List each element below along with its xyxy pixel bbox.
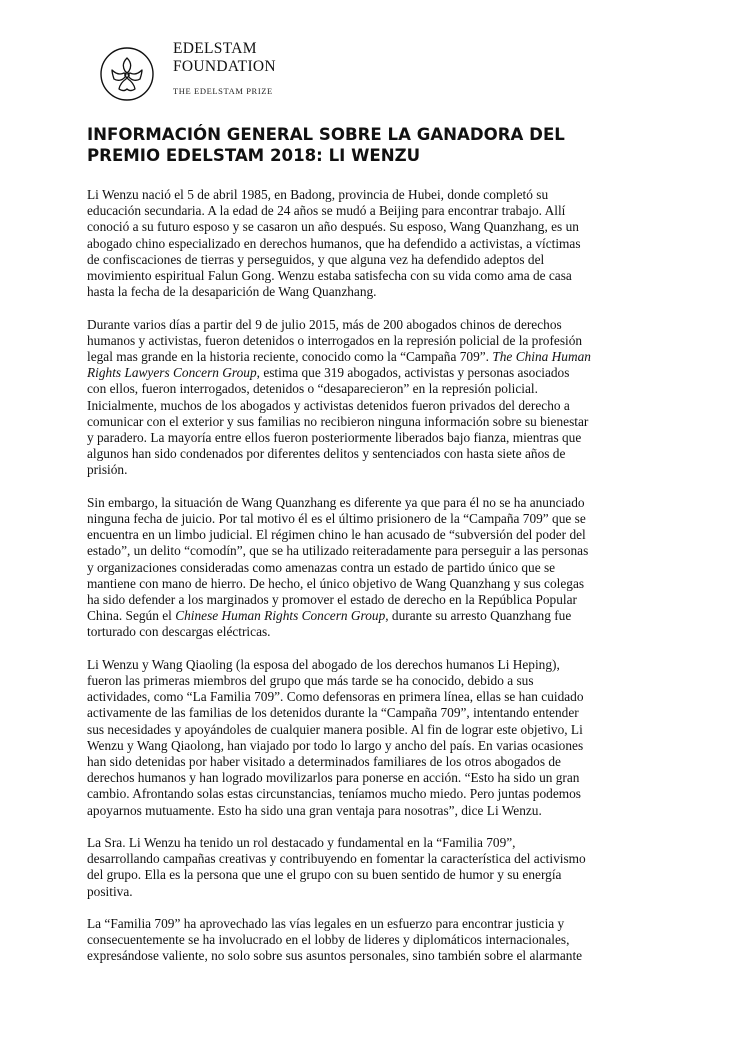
text-line: Sin embargo, la situación de Wang Quanzhang es diferente ya que para él no se ha anunciado xyxy=(87,494,585,510)
org-name-line1: EDELSTAM xyxy=(173,40,257,57)
foundation-name xyxy=(173,40,276,76)
text-line: desarrollando campañas creativas y contribuyendo en fomentar la característica del activismo xyxy=(87,851,586,867)
text-line: positiva. xyxy=(87,883,133,899)
text-line: encuentra en un limbo judicial. El régimen chino le han acusado de “subversión del poder del xyxy=(87,527,586,543)
text-line: expresándose valiente, no solo sobre sus asuntos personales, sino también sobre el alarmante xyxy=(87,948,583,964)
text-line: con ellos, fueron interrogados, detenidos o “desaparecieron” en la represión policial. xyxy=(87,381,538,397)
text-line: educación secundaria. A la edad de 24 años se mudó a Beijing para encontrar trabajo. Allí xyxy=(87,203,566,219)
text-line: sus necesidades y apoyándoles de cualquier manera posible. Al fin de lograr este objetivo, Li xyxy=(87,721,583,737)
text-line: han sido detenidas por haber visitado a determinados familiares de los otros abogados de xyxy=(87,754,561,770)
text-line: torturado con descargas eléctricas. xyxy=(87,624,271,640)
text-line: Wenzu y Wang Qiaolong, han viajado por todo lo largo y ancho del país. En varias ocasiones xyxy=(87,737,584,753)
text-line: hasta la fecha de la desaparición de Wang Quanzhang. xyxy=(87,284,377,300)
text-line xyxy=(87,365,661,381)
text-line: consecuentemente se ha involucrado en el lobby de lideres y diplomáticos internacionales, xyxy=(87,932,570,948)
text-line: abogado chino especializado en derechos humanos, que ha defendido a activistas, a víctimas xyxy=(87,235,581,251)
text-line: cambio. Afrontando solas estas circunstancias, teníamos mucho miedo. Pero juntas podemos xyxy=(87,786,581,802)
document-body xyxy=(87,187,661,965)
italic-org-name: Rights Lawyers Concern Group xyxy=(87,365,257,381)
text-line: actividades, como “La Familia 709”. Como defensoras en primera línea, ellas se han cuidado xyxy=(87,689,584,705)
foundation-logo xyxy=(99,40,299,100)
text-line: conoció a su futuro esposo y se casaron un año después. Su esposo, Wang Quanzhang, es un xyxy=(87,219,579,235)
paragraph-2 xyxy=(87,317,661,479)
org-name-line2: FOUNDATION xyxy=(173,58,276,75)
text-line: ha sido defender a los marginados y promover el estado de derecho en la República Popular xyxy=(87,592,577,608)
text-line: algunos han sido condenados por diferentes delitos y sentenciados con hasta siete años de xyxy=(87,446,566,462)
italic-org-name: The China Human xyxy=(492,349,591,365)
paragraph-3 xyxy=(87,495,661,641)
paragraph-5 xyxy=(87,835,661,900)
text-segment: legal mas grande en la historia reciente, conocido como la “Campaña 709”. xyxy=(87,349,493,365)
text-line: Li Wenzu nació el 5 de abril 1985, en Badong, provincia de Hubei, donde completó su xyxy=(87,187,549,202)
text-line: de confiscaciones de tierras y perseguidos, y que alguna vez ha defendido adeptos del xyxy=(87,251,545,267)
prize-name: THE EDELSTAM PRIZE xyxy=(173,86,273,96)
text-line: humanos y activistas, fueron detenidos o interrogados en la represión policial de la profesión xyxy=(87,332,583,348)
text-line: La “Familia 709” ha aprovechado las vías legales en un esfuerzo para encontrar justicia y xyxy=(87,916,565,932)
text-segment: , durante su arresto Quanzhang fue xyxy=(385,608,572,624)
text-line: comunicar con el exterior y sus familias no recibieron ninguna información sobre su bienestar xyxy=(87,413,589,429)
text-line: activamente de las familias de los detenidos durante la “Campaña 709”, intentando entender xyxy=(87,705,579,721)
text-line: y paradero. La mayoría entre ellos fueron posteriormente liberados bajo fianza, mientras que xyxy=(87,430,582,446)
text-line: ninguna fecha de juicio. Por tal motivo él es el último prisionero de la “Campaña 709” que se xyxy=(87,511,586,527)
text-line: fueron las primeras miembros del grupo que más tarde se ha conocido, debido a sus xyxy=(87,673,534,689)
text-line: apoyarnos mutuamente. Esto ha sido una gran ventaja para nosotras”, dice Li Wenzu. xyxy=(87,802,542,818)
page-title xyxy=(87,124,667,166)
text-line: Durante varios días a partir del 9 de julio 2015, más de 200 abogados chinos de derechos xyxy=(87,316,562,332)
text-line: derechos humanos y han logrado movilizarlos para ponerse en acción. “Esto ha sido un gran xyxy=(87,770,580,786)
text-line: y organizaciones consideradas como amenazas contra un estado de partido único que se xyxy=(87,559,556,575)
text-segment: China. Según el xyxy=(87,608,176,624)
text-line: Li Wenzu y Wang Qiaoling (la esposa del abogado de los derechos humanos Li Heping), xyxy=(87,656,560,672)
title-line: PREMIO EDELSTAM 2018: LI WENZU xyxy=(87,146,421,165)
text-line xyxy=(87,608,661,624)
title-line: INFORMACIÓN GENERAL SOBRE LA GANADORA DEL xyxy=(87,125,565,144)
text-line: Inicialmente, muchos de los abogados y activistas detenidos fueron privados del derecho a xyxy=(87,397,570,413)
paragraph-6 xyxy=(87,916,661,965)
flower-emblem-icon xyxy=(99,46,155,102)
text-line: del grupo. Ella es la persona que une el grupo con su buen sentido de humor y su energía xyxy=(87,867,562,883)
text-segment: , estima que 319 abogados, activistas y personas asociados xyxy=(256,365,570,381)
text-line: movimiento espiritual Falun Gong. Wenzu estaba satisfecha con su vida como ama de casa xyxy=(87,268,572,284)
paragraph-4 xyxy=(87,657,661,819)
text-line: La Sra. Li Wenzu ha tenido un rol destacado y fundamental en la “Familia 709”, xyxy=(87,835,516,851)
text-line: mantiene con mano de hierro. De hecho, el único objetivo de Wang Quanzhang y sus colegas xyxy=(87,575,585,591)
text-line xyxy=(87,349,661,365)
italic-org-name: Chinese Human Rights Concern Group xyxy=(175,608,386,624)
paragraph-1 xyxy=(87,187,661,300)
text-line: prisión. xyxy=(87,462,128,478)
text-line: estado”, un delito “comodín”, que se ha utilizado reiteradamente para perseguir a las personas xyxy=(87,543,589,559)
